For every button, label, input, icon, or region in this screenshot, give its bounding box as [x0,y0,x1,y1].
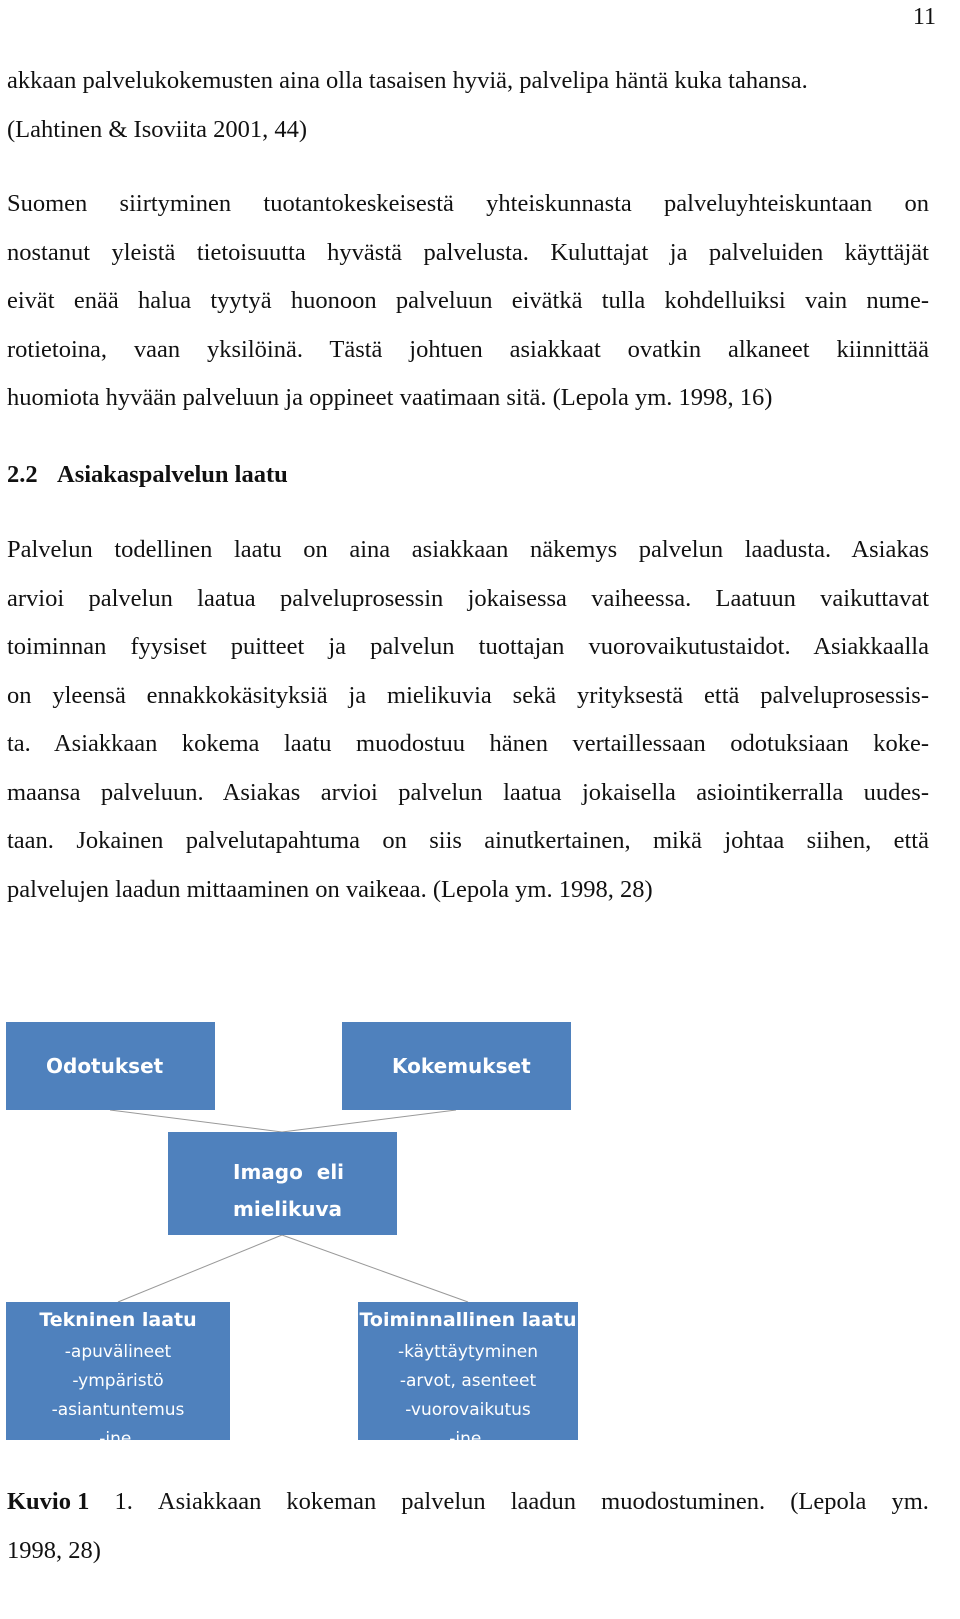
toiminnallinen-item: -käyttäytyminen [398,1342,538,1362]
kokemukset-label: Kokemukset [392,1054,531,1078]
connector-line [282,1235,468,1302]
paragraph-line: ta. Asiakkaan kokema laatu muodostuu hänen vertaillessaan odotuksiaan koke- [7,730,929,757]
paragraph-line: huomiota hyvään palveluun ja oppineet vaatimaan sitä. (Lepola ym. 1998, 16) [7,384,773,411]
quality-diagram [0,1015,600,1455]
odotukset-box [6,1022,215,1110]
kokemukset-box [342,1022,571,1110]
paragraph-line: arvioi palvelun laatua palveluprosessin jokaisessa vaiheessa. Laatuun vaikuttavat [7,584,929,612]
paragraph-line: rotietoina, vaan yksilöinä. Tästä johtuen asiakkaat ovatkin alkaneet kiinnittää [7,335,929,363]
paragraph-line: taan. Jokainen palvelutapahtuma on siis ainutkertainen, mikä johtaa siihen, että [7,827,929,854]
caption-word: laadun [510,1488,577,1515]
paragraph-line: akkaan palvelukokemusten aina olla tasaisen hyviä, palvelipa häntä kuka tahansa. [7,67,808,94]
odotukset-label: Odotukset [46,1054,164,1078]
paragraph-line: nostanut yleistä tietoisuutta hyvästä palvelusta. Kuluttajat ja palveluiden käyttäjät [7,238,929,266]
caption-word: ym. [891,1488,929,1515]
caption-word: palvelun [401,1488,486,1515]
tekninen-item: -apuvälineet [64,1342,172,1362]
tekninen-item: -jne. [99,1429,137,1449]
paragraph-line: maansa palveluun. Asiakas arvioi palvelun laatua jokaisella asiointikerralla uudes- [7,778,929,806]
paragraph-line: Suomen siirtyminen tuotantokeskeisestä yhteiskunnasta palveluyhteiskuntaan on [7,190,929,217]
caption-line [7,1478,929,1527]
caption-word: (Lepola [790,1488,867,1515]
paragraph-service-quality [7,526,929,914]
section-title: Asiakaspalvelun laatu [57,461,288,488]
connector-line [118,1235,282,1302]
caption-word: Asiakkaan [157,1488,262,1515]
toiminnallinen-laatu-title: Toiminnallinen laatu [359,1309,577,1331]
caption-word: kokeman [286,1488,377,1515]
paragraph-line: toiminnan fyysiset puitteet ja palvelun tuottajan vuorovaikutustaidot. Asiakkaalla [7,633,929,660]
caption-word: 1. [114,1488,133,1515]
paragraph-line: palvelujen laadun mittaaminen on vaikeaa. (Lepola ym. 1998, 28) [7,875,653,903]
section-number: 2.2 [7,461,38,488]
caption-word: Kuvio 1 [7,1488,90,1515]
tekninen-item: -ympäristö [72,1371,164,1391]
caption-line [7,1527,929,1576]
paragraph-line: (Lahtinen & Isoviita 2001, 44) [7,115,308,143]
imago-label-line1: Imago eli [233,1160,345,1184]
paragraph-line: on yleensä ennakkokäsityksiä ja mielikuvia sekä yrityksestä että palveluprosessis- [7,681,929,709]
paragraph-line: Palvelun todellinen laatu on aina asiakkaan näkemys palvelun laadusta. Asiakas [7,536,929,563]
tekninen-laatu-box [6,1302,230,1449]
toiminnallinen-item: -vuorovaikutus [405,1400,531,1420]
connector-line [282,1110,456,1132]
paragraph-continuation [7,57,929,154]
paragraph-line: eivät enää halua tyytyä huonoon palveluun eivätkä tulla kohdelluiksi vain nume- [7,287,929,314]
toiminnallinen-item: -jne. [449,1429,487,1449]
paragraph-service-society [7,180,929,423]
section-heading [7,455,288,495]
tekninen-item: -asiantuntemus [51,1400,185,1420]
toiminnallinen-laatu-box [358,1302,578,1449]
page-number: 11 [912,4,936,30]
imago-box [168,1132,397,1235]
tekninen-laatu-title: Tekninen laatu [39,1309,197,1331]
caption-text-line2: 1998, 28) [7,1536,101,1564]
toiminnallinen-item: -arvot, asenteet [399,1371,537,1391]
imago-label-line2: mielikuva [233,1197,343,1221]
connector-line [110,1110,282,1132]
caption-word: muodostuminen. [601,1488,766,1515]
figure-caption [7,1478,929,1575]
